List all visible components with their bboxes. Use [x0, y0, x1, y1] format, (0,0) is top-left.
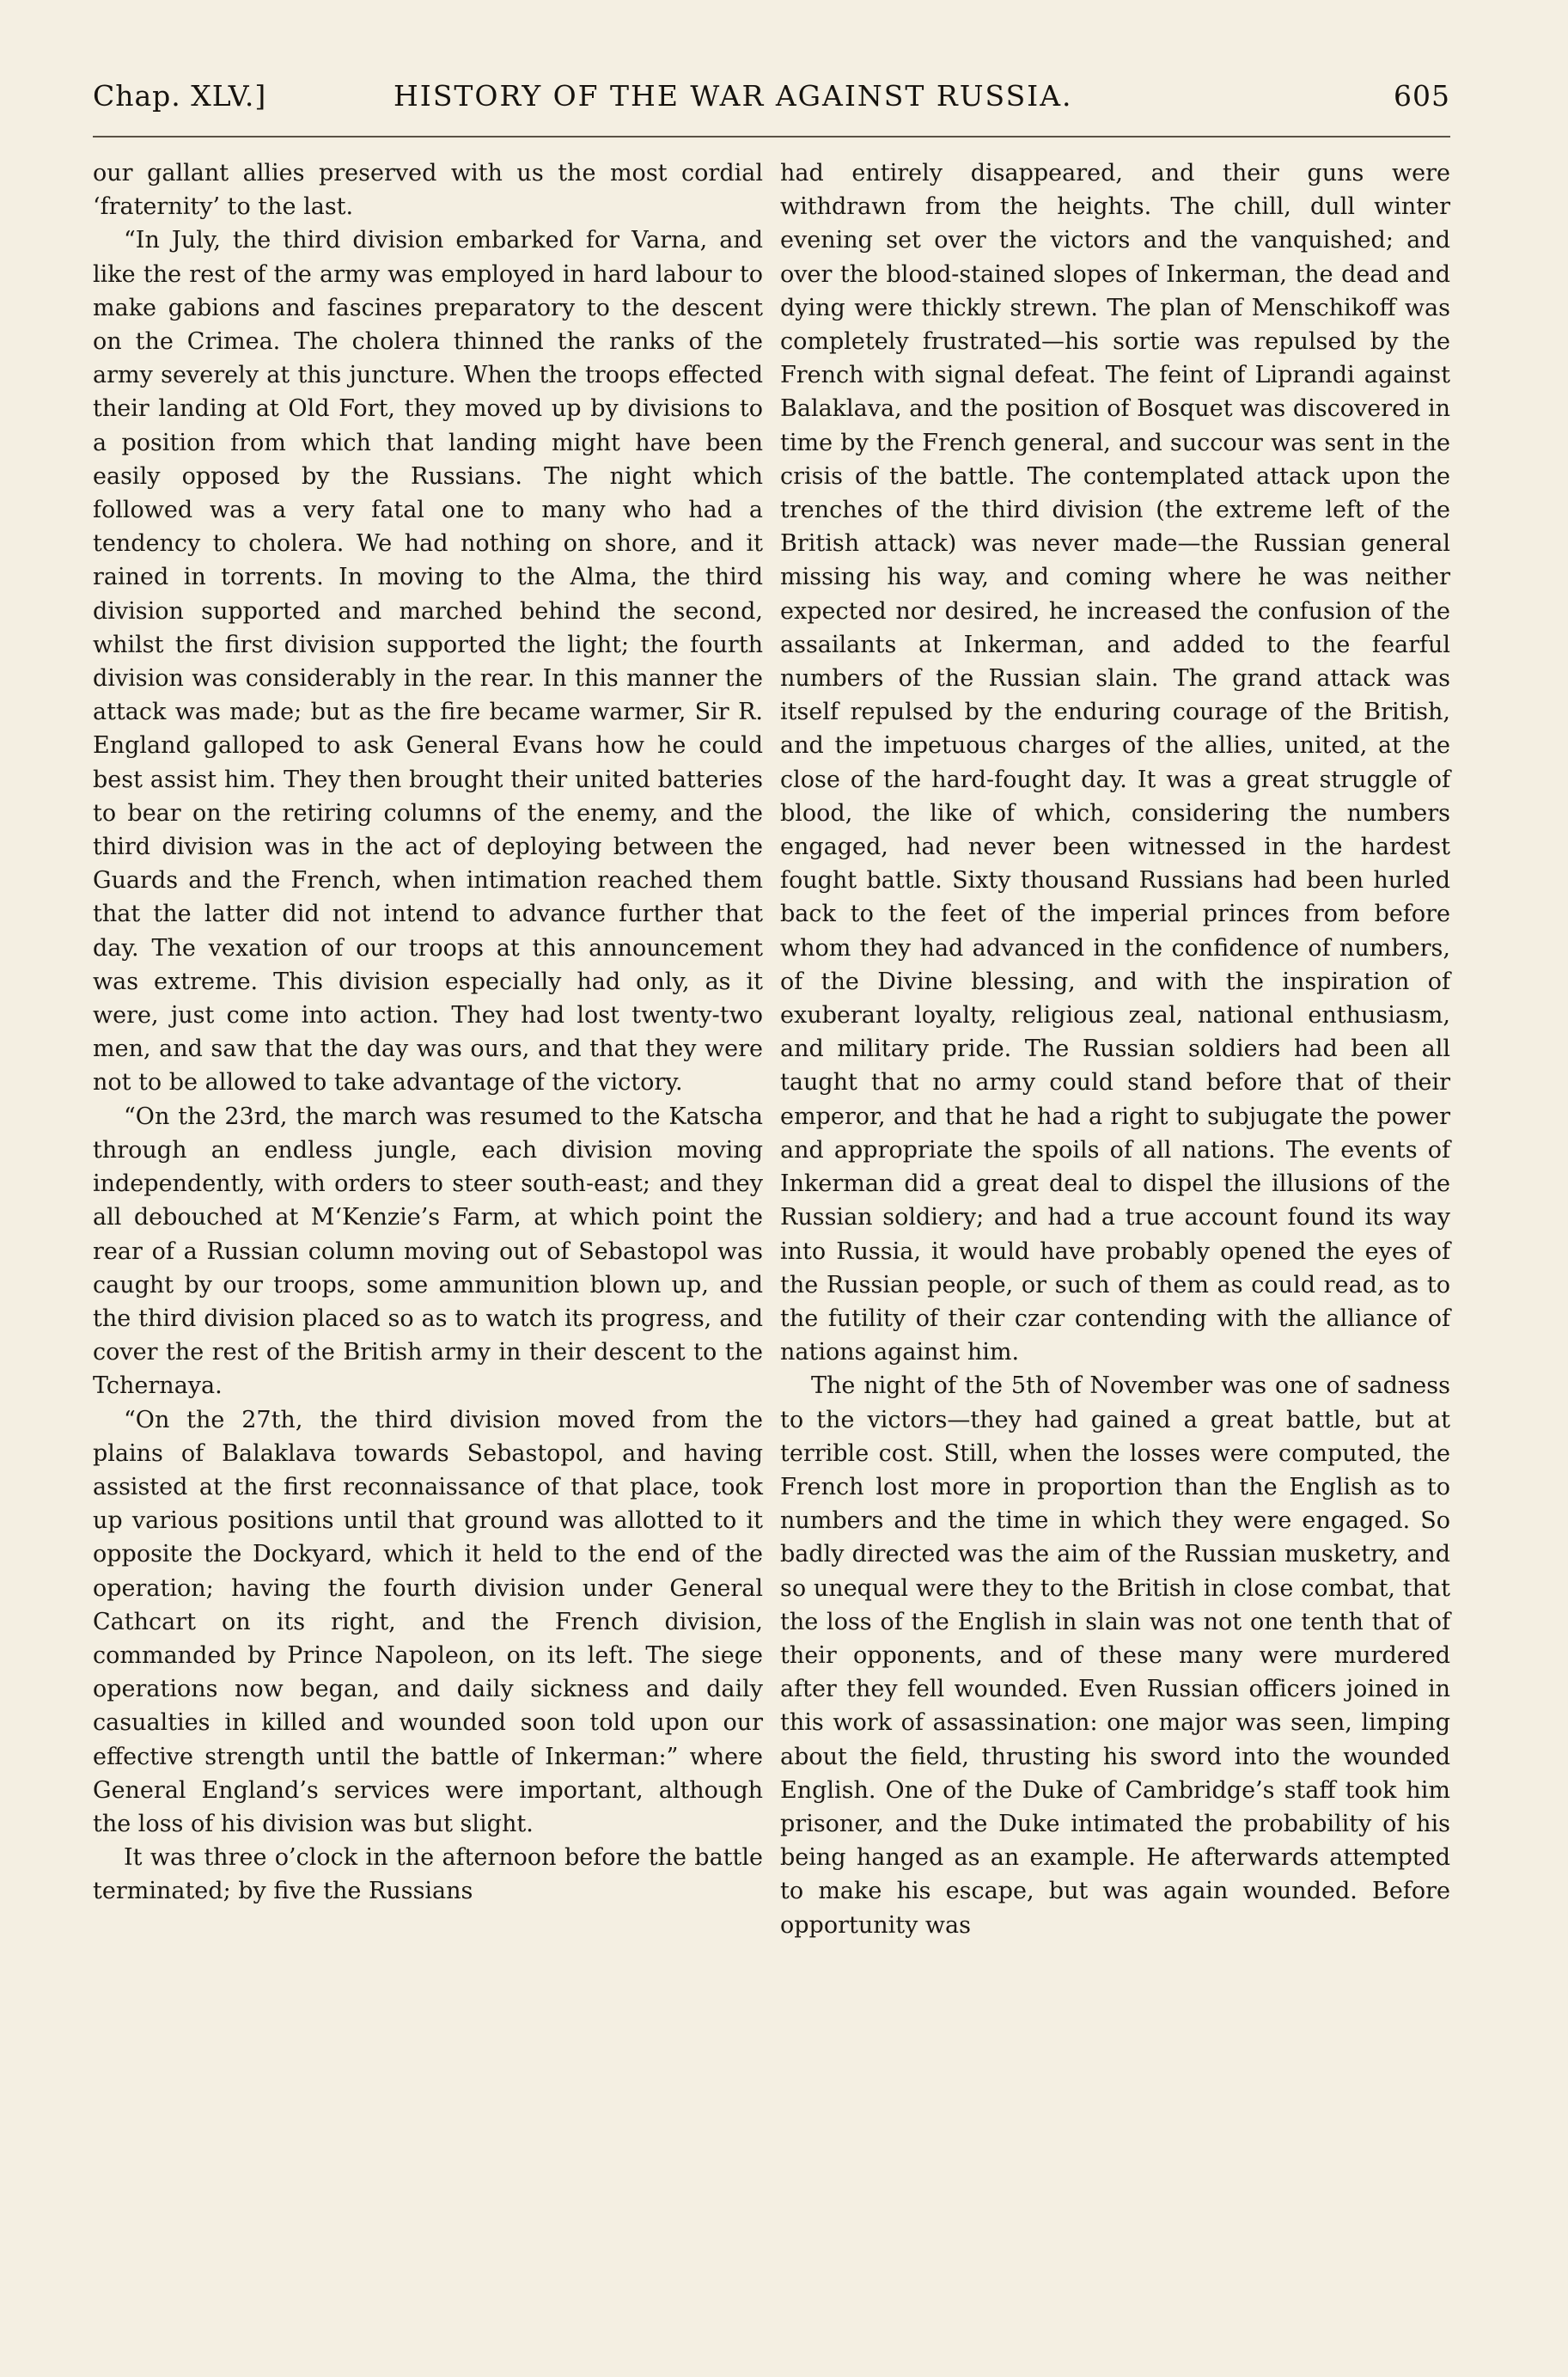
paragraph: had entirely disappeared, and their guns were withdrawn from the heights. The chill, dull winter evening set over the victors and the vanquished; and over the blood-stained slopes of Inkerman, the dead and dying were thickly strewn. The plan of Menschikoff was completely frustrated—his sortie was repulsed by the French with signal defeat. The feint of Liprandi against Balaklava, and the position of Bosquet was discovered in time by the French general, and succour was sent in the crisis of the battle. The contemplated attack upon the trenches of the third division (the extreme left of the British attack) was never made—the Russian general missing his way, and coming where he was neither expected nor desired, he increased the confusion of the assailants at Inkerman, and added to the fearful numbers of the Russian slain. The grand attack was itself repulsed by the enduring courage of the British, and the impetuous charges of the allies, united, at the close of the hard-fought day. It was a great struggle of blood, the like of which, considering the numbers engaged, had never been witnessed in the hardest fought battle. Sixty thousand Russians had been hurled back to the feet of the imperial princes from before whom they had advanced in the confidence of numbers, of the Divine blessing, and with the inspiration of exuberant loyalty, religious zeal, national enthusiasm, and military pride. The Russian soldiers had been all taught that no army could stand before that of their emperor, and that he had a right to subjugate the power and appropriate the spoils of all nations. The events of Inkerman did a great deal to dispel the illusions of the Russian soldiery; and had a true account found its way into Russia, it would have probably opened the eyes of the Russian people, or such of them as could read, as to the futility of their czar contending with the alliance of nations against him. — [780, 160, 1450, 1366]
paragraph: It was three o’clock in the afternoon before the battle terminated; by five the Russians — [93, 1844, 763, 1905]
running-head — [93, 79, 1450, 131]
paragraph: “On the 27th, the third division moved from the plains of Balaklava towards Sebastopol, and having assisted at the first reconnaissance of that place, took up various positions until that ground was allotted to it opposite the Dockyard, which it held to the end of the operation; having the fourth division under General Cathcart on its right, and the French division, commanded by Prince Napoleon, on its left. The siege operations now began, and daily sickness and daily casualties in killed and wounded soon told upon our effective strength until the battle of Inkerman:” where General England’s services were important, although the loss of his division was but slight. — [93, 1406, 763, 1837]
left-column — [93, 156, 763, 1909]
paragraph: The night of the 5th of November was one of sadness to the victors—they had gained a great battle, but at terrible cost. Still, when the losses were computed, the French lost more in proportion than the English as to numbers and the time in which they were engaged. So badly directed was the aim of the Russian musketry, and so unequal were they to the British in close combat, that the loss of the English in slain was not one tenth that of their opponents, and of these many were murdered after they fell wounded. Even Russian officers joined in this work of assassination: one major was seen, limping about the field, thrusting his sword into the wounded English. One of the Duke of Cambridge’s staff took him prisoner, and the Duke intimated the probability of his being hanged as an example. He afterwards attempted to make his escape, but was again wounded. Before opportunity was — [780, 1372, 1450, 1939]
running-title: HISTORY OF THE WAR AGAINST RUSSIA. — [394, 79, 1073, 113]
header-rule — [93, 136, 1450, 137]
page-number: 605 — [1394, 79, 1450, 113]
right-column — [780, 156, 1450, 1942]
paragraph: “On the 23rd, the march was resumed to the Katscha through an endless jungle, each division moving independently, with orders to steer south-east; and they all debouched at M‘Kenzie’s Farm, at which point the rear of a Russian column moving out of Sebastopol was caught by our troops, some ammunition blown up, and the third division placed so as to watch its progress, and cover the rest of the British army in their descent to the Tchernaya. — [93, 1103, 763, 1400]
paragraph: our gallant allies preserved with us the most cordial ‘fraternity’ to the last. — [93, 160, 763, 221]
paragraph: “In July, the third division embarked for Varna, and like the rest of the army was employed in hard labour to make gabions and fascines preparatory to the descent on the Crimea. The cholera thinned the ranks of the army severely at this juncture. When the troops effected their landing at Old Fort, they moved up by divisions to a position from which that landing might have been easily opposed by the Russians. The night which followed was a very fatal one to many who had a tendency to cholera. We had nothing on shore, and it rained in torrents. In moving to the Alma, the third division supported and marched behind the second, whilst the first division supported the light; the fourth division was considerably in the rear. In this manner the attack was made; but as the fire became warmer, Sir R. England galloped to ask General Evans how he could best assist him. They then brought their united batteries to bear on the retiring columns of the enemy, and the third division was in the act of deploying between the Guards and the French, when intimation reached them that the latter did not intend to advance further that day. The vexation of our troops at this announcement was extreme. This division especially had only, as it were, just come into action. They had lost twenty-two men, and saw that the day was ours, and that they were not to be allowed to take advantage of the victory. — [93, 227, 763, 1097]
chapter-label: Chap. XLV.] — [93, 79, 267, 113]
